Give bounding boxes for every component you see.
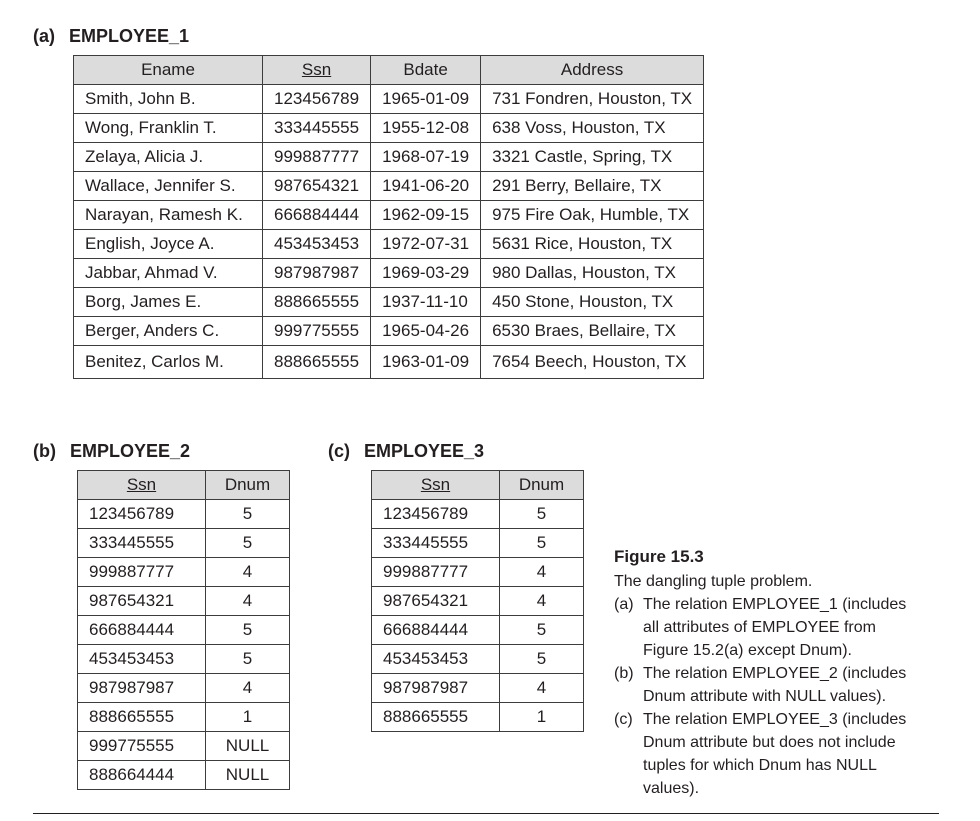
employee-3-cell-ssn: 666884444	[372, 616, 500, 645]
employee-1-cell-bdate: 1962-09-15	[371, 201, 481, 230]
employee-1-cell-address: 5631 Rice, Houston, TX	[481, 230, 704, 259]
employee-3-cell-dnum: 5	[500, 616, 584, 645]
employee-1-cell-ssn: 999887777	[263, 143, 371, 172]
employee-2-cell-ssn: 888664444	[78, 761, 206, 790]
employee-1-row	[74, 172, 704, 201]
employee-2-cell-dnum: NULL	[206, 761, 290, 790]
employee-2-cell-dnum: 5	[206, 500, 290, 529]
employee-2-cell-ssn: 666884444	[78, 616, 206, 645]
employee-1-row	[74, 259, 704, 288]
employee-1-header-ename: Ename	[74, 56, 263, 85]
employee-2-cell-ssn: 453453453	[78, 645, 206, 674]
employee-2-cell-ssn: 999887777	[78, 558, 206, 587]
section-a-name: EMPLOYEE_1	[69, 26, 190, 46]
employee-1-table	[73, 55, 704, 379]
figure-subtitle: The dangling tuple problem.	[614, 573, 813, 590]
employee-3-cell-ssn: 888665555	[372, 703, 500, 732]
employee-2-row	[78, 645, 290, 674]
section-c-title	[328, 441, 484, 462]
employee-3-cell-ssn: 453453453	[372, 645, 500, 674]
employee-1-row	[74, 201, 704, 230]
employee-1-cell-bdate: 1963-01-09	[371, 346, 481, 379]
section-a-title	[33, 26, 189, 47]
employee-3-row	[372, 616, 584, 645]
caption-item-line: The relation EMPLOYEE_1 (includes	[643, 596, 907, 613]
employee-3-row	[372, 500, 584, 529]
employee-1-cell-address: 291 Berry, Bellaire, TX	[481, 172, 704, 201]
employee-3-cell-dnum: 4	[500, 558, 584, 587]
caption-item	[614, 708, 944, 800]
figure-caption-list	[614, 593, 944, 800]
employee-1-cell-bdate: 1937-11-10	[371, 288, 481, 317]
figure-caption	[614, 547, 944, 800]
employee-3-header-ssn: Ssn	[372, 471, 500, 500]
employee-1-cell-bdate: 1965-01-09	[371, 85, 481, 114]
caption-item	[614, 593, 944, 662]
employee-1-row	[74, 230, 704, 259]
employee-1-cell-ename: English, Joyce A.	[74, 230, 263, 259]
employee-1-cell-ssn: 888665555	[263, 288, 371, 317]
caption-item-line: all attributes of EMPLOYEE from	[643, 619, 876, 636]
employee-3-row	[372, 703, 584, 732]
bottom-rule	[33, 813, 939, 814]
employee-2-table	[77, 470, 290, 790]
employee-1-header-ssn: Ssn	[263, 56, 371, 85]
employee-3-cell-dnum: 5	[500, 645, 584, 674]
employee-3-header-row	[372, 471, 584, 500]
employee-1-header-row	[74, 56, 704, 85]
employee-1-cell-bdate: 1955-12-08	[371, 114, 481, 143]
employee-1-cell-bdate: 1965-04-26	[371, 317, 481, 346]
employee-2-row	[78, 558, 290, 587]
employee-1-cell-ssn: 999775555	[263, 317, 371, 346]
employee-3-cell-ssn: 123456789	[372, 500, 500, 529]
section-c-name: EMPLOYEE_3	[364, 441, 485, 461]
employee-3-row	[372, 529, 584, 558]
employee-1-cell-address: 3321 Castle, Spring, TX	[481, 143, 704, 172]
employee-2-row	[78, 500, 290, 529]
caption-item-line: Figure 15.2(a) except Dnum).	[643, 642, 852, 659]
employee-1-cell-ssn: 666884444	[263, 201, 371, 230]
employee-2-row	[78, 761, 290, 790]
caption-item	[614, 662, 944, 708]
employee-2-header-ssn: Ssn	[78, 471, 206, 500]
employee-1-cell-ssn: 123456789	[263, 85, 371, 114]
section-b-letter: (b)	[33, 441, 56, 461]
employee-1-cell-ssn: 987987987	[263, 259, 371, 288]
caption-item-marker: (a)	[614, 596, 634, 613]
caption-item-line: The relation EMPLOYEE_3 (includes	[643, 711, 907, 728]
employee-1-cell-address: 731 Fondren, Houston, TX	[481, 85, 704, 114]
employee-3-row	[372, 558, 584, 587]
employee-1-cell-ssn: 333445555	[263, 114, 371, 143]
caption-item-line: The relation EMPLOYEE_2 (includes	[643, 665, 907, 682]
employee-2-cell-dnum: 5	[206, 616, 290, 645]
employee-1-cell-bdate: 1972-07-31	[371, 230, 481, 259]
employee-1-cell-ename: Berger, Anders C.	[74, 317, 263, 346]
caption-item-line: values).	[643, 780, 700, 797]
employee-2-cell-ssn: 987654321	[78, 587, 206, 616]
employee-3-cell-ssn: 987987987	[372, 674, 500, 703]
employee-1-row	[74, 346, 704, 379]
employee-1-cell-ename: Borg, James E.	[74, 288, 263, 317]
employee-1-cell-ssn: 888665555	[263, 346, 371, 379]
employee-2-cell-dnum: 1	[206, 703, 290, 732]
employee-1-cell-address: 6530 Braes, Bellaire, TX	[481, 317, 704, 346]
section-b-title	[33, 441, 190, 462]
employee-2-row	[78, 703, 290, 732]
employee-2-cell-ssn: 999775555	[78, 732, 206, 761]
employee-3-cell-dnum: 4	[500, 674, 584, 703]
employee-2-row	[78, 587, 290, 616]
employee-2-cell-dnum: 5	[206, 529, 290, 558]
employee-2-cell-ssn: 888665555	[78, 703, 206, 732]
employee-1-cell-ssn: 987654321	[263, 172, 371, 201]
employee-1-header-address: Address	[481, 56, 704, 85]
caption-item-marker: (b)	[614, 665, 634, 682]
caption-item-line: tuples for which Dnum has NULL	[643, 757, 877, 774]
employee-1-row	[74, 317, 704, 346]
employee-3-header-dnum: Dnum	[500, 471, 584, 500]
employee-2-row	[78, 732, 290, 761]
employee-1-row	[74, 288, 704, 317]
employee-3-cell-ssn: 333445555	[372, 529, 500, 558]
employee-2-cell-ssn: 123456789	[78, 500, 206, 529]
employee-1-cell-ename: Smith, John B.	[74, 85, 263, 114]
employee-3-row	[372, 674, 584, 703]
employee-2-row	[78, 529, 290, 558]
employee-1-header-bdate: Bdate	[371, 56, 481, 85]
section-a-letter: (a)	[33, 26, 55, 46]
employee-1-cell-address: 980 Dallas, Houston, TX	[481, 259, 704, 288]
employee-1-cell-ename: Narayan, Ramesh K.	[74, 201, 263, 230]
employee-1-cell-ssn: 453453453	[263, 230, 371, 259]
employee-2-cell-dnum: 4	[206, 674, 290, 703]
employee-2-cell-ssn: 987987987	[78, 674, 206, 703]
employee-2-header-dnum: Dnum	[206, 471, 290, 500]
employee-3-table	[371, 470, 584, 732]
employee-3-cell-dnum: 5	[500, 529, 584, 558]
employee-1-cell-address: 450 Stone, Houston, TX	[481, 288, 704, 317]
figure-title: Figure 15.3	[614, 547, 704, 566]
employee-1-cell-ename: Jabbar, Ahmad V.	[74, 259, 263, 288]
employee-2-header-row	[78, 471, 290, 500]
employee-1-cell-ename: Wallace, Jennifer S.	[74, 172, 263, 201]
employee-1-cell-address: 638 Voss, Houston, TX	[481, 114, 704, 143]
employee-3-cell-ssn: 999887777	[372, 558, 500, 587]
employee-2-cell-dnum: 4	[206, 587, 290, 616]
employee-3-cell-dnum: 4	[500, 587, 584, 616]
employee-1-cell-ename: Zelaya, Alicia J.	[74, 143, 263, 172]
employee-2-cell-dnum: 5	[206, 645, 290, 674]
section-b-name: EMPLOYEE_2	[70, 441, 191, 461]
section-c-letter: (c)	[328, 441, 350, 461]
employee-2-cell-dnum: NULL	[206, 732, 290, 761]
caption-item-marker: (c)	[614, 711, 633, 728]
employee-3-cell-ssn: 987654321	[372, 587, 500, 616]
employee-3-cell-dnum: 5	[500, 500, 584, 529]
employee-1-row	[74, 85, 704, 114]
employee-3-row	[372, 587, 584, 616]
employee-1-cell-bdate: 1941-06-20	[371, 172, 481, 201]
employee-1-cell-ename: Benitez, Carlos M.	[74, 346, 263, 379]
employee-2-row	[78, 674, 290, 703]
employee-1-row	[74, 143, 704, 172]
employee-3-cell-dnum: 1	[500, 703, 584, 732]
employee-1-cell-address: 975 Fire Oak, Humble, TX	[481, 201, 704, 230]
employee-1-cell-address: 7654 Beech, Houston, TX	[481, 346, 704, 379]
employee-2-cell-ssn: 333445555	[78, 529, 206, 558]
employee-2-row	[78, 616, 290, 645]
employee-1-cell-ename: Wong, Franklin T.	[74, 114, 263, 143]
employee-2-cell-dnum: 4	[206, 558, 290, 587]
employee-1-cell-bdate: 1968-07-19	[371, 143, 481, 172]
employee-1-row	[74, 114, 704, 143]
caption-item-line: Dnum attribute with NULL values).	[643, 688, 887, 705]
caption-item-line: Dnum attribute but does not include	[643, 734, 896, 751]
employee-3-row	[372, 645, 584, 674]
employee-1-cell-bdate: 1969-03-29	[371, 259, 481, 288]
